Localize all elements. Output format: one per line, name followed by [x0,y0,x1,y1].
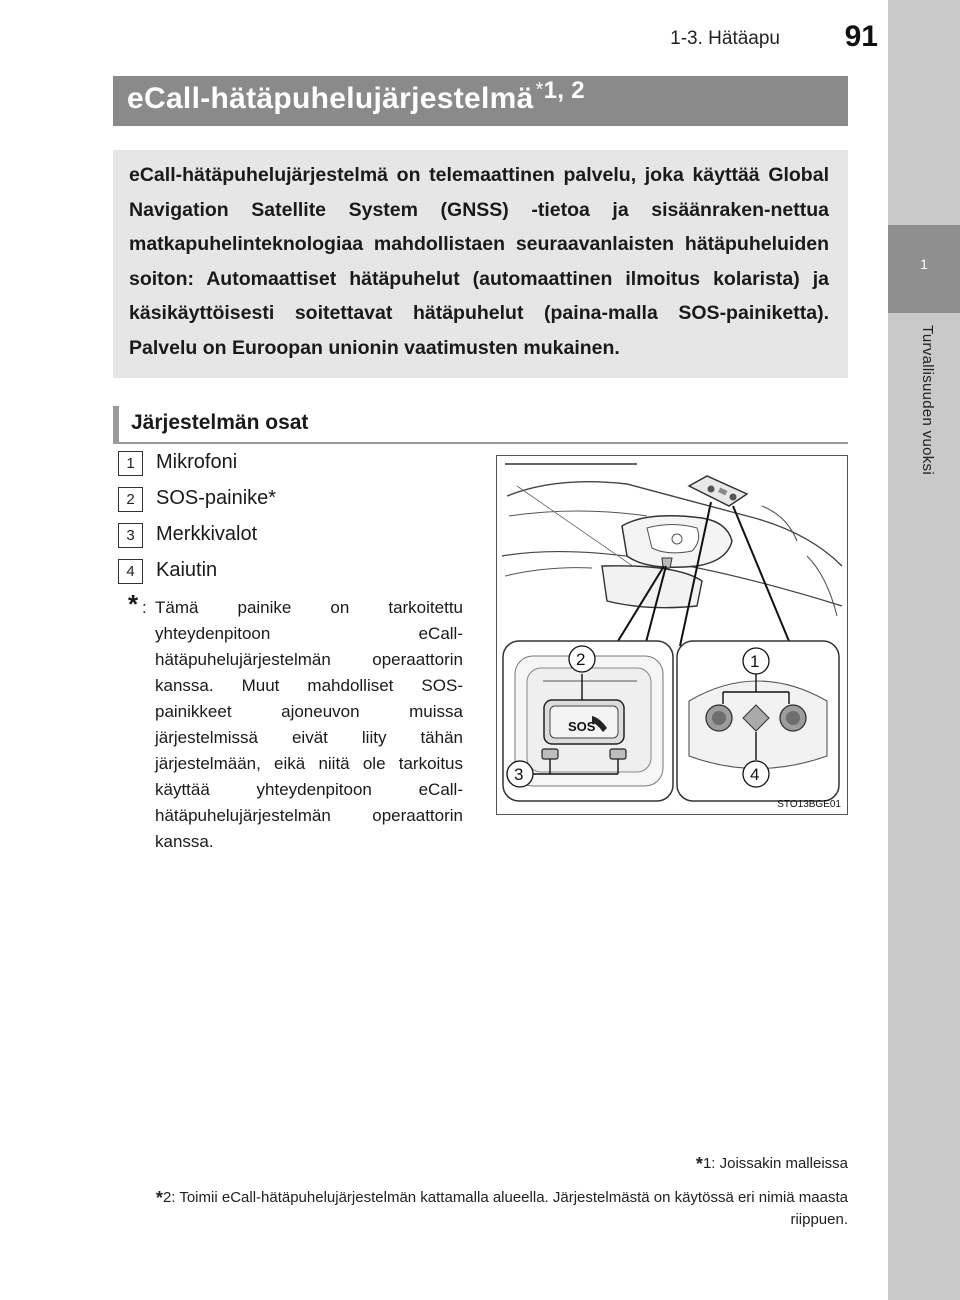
item-label: Kaiutin [156,559,218,581]
intro-text: eCall-hätäpuhelujärjestelmä on telemaattinen palvelu, joka käyttää Global Navigation Satellite System (GNSS) -tietoa ja sisäänraken-nettua matkapuhelinteknologiaa mahdollistaen seuraavanlaisten hätäpuheluiden soiton: Automaattiset hätäpuhelut (automaattinen ilmoitus kolarista) ja käsikäyttöisesti soitettavat hätäpuhelut (paina-malla SOS-painiketta). Palvelu on Euroopan unionin vaatimusten mukainen. [129,164,829,359]
footnote-text: 1: Joissakin malleissa [702,1155,848,1172]
page-title [127,77,585,116]
item-number-badge: 4 [118,559,143,584]
section-heading-bar [113,406,848,444]
note-marker: * [128,589,139,619]
chapter-number: 1 [920,256,928,272]
running-header-section: 1-3. Hätäapu [670,28,780,49]
title-superscript: 1, 2 [543,77,585,104]
footnote-1 [696,1152,848,1173]
title-asterisk: * [535,79,544,101]
footnote-2 [113,1185,848,1231]
page-title-text: eCall-hätäpuhelujärjestelmä [127,82,534,115]
intro-box [113,150,848,378]
item-number-badge: 2 [118,487,143,512]
callout-2-label: 2 [576,650,586,669]
footnote-marker: * [695,1154,703,1174]
note-colon: : [142,598,147,617]
note-text: Tämä painike on tarkoitettu yhteydenpitoon eCall-hätäpuhelujärjestelmän operaattorin kanssa. Muut mahdolliset SOS-painikkeet ajoneuvon muissa järjestelmissä eivät liity tähän järjestelmään, eikä niitä ole tarkoitus käyttää yhteydenpitoon eCall-hätäpuhelujärjestelmän operaattorin kanssa. [155,598,463,851]
title-bar [113,76,848,126]
section-heading-accent [113,406,119,442]
footnote-text: 2: Toimii eCall-hätäpuhelujärjestelmän kattamalla alueella. Järjestelmästä on käytössä eri nimiä maasta riippuen. [162,1189,848,1228]
item-number-badge: 3 [118,523,143,548]
item-label: Mikrofoni [156,451,238,473]
figure-ecall-components [496,455,848,815]
page-number: 91 [844,20,878,53]
figure-caption: STO13BGE01 [777,799,841,810]
item-label: SOS-painike* [156,487,277,509]
sos-button-label: SOS [568,719,596,734]
chapter-title: Turvallisuuden vuoksi [919,325,936,475]
callout-4-label: 4 [750,765,760,784]
section-heading: Järjestelmän osat [131,411,309,434]
callout-1-label: 1 [750,652,760,671]
figure-illustration [497,456,846,813]
item-label: Merkkivalot [156,523,258,545]
footnote-marker: * [155,1188,163,1208]
chapter-side-tab [888,0,960,1300]
footnote-sos [128,589,463,855]
item-number-badge: 1 [118,451,143,476]
callout-3-label: 3 [514,765,524,784]
